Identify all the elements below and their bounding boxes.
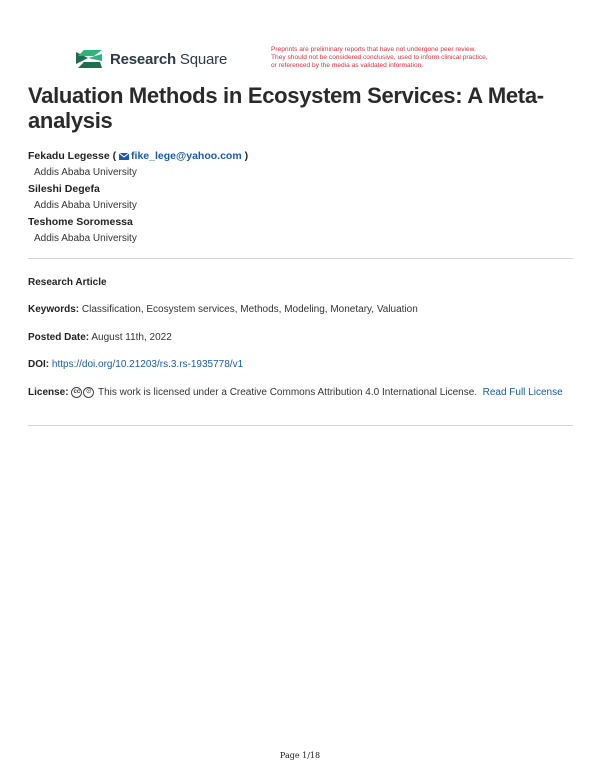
license: License: cc ☉ This work is licensed under a Creative Commons Attribution 4.0 International License. Read Full License	[28, 387, 563, 398]
divider	[28, 425, 573, 426]
author-affiliation: Addis Ababa University	[34, 233, 137, 244]
envelope-icon	[119, 153, 129, 160]
disclaimer-line: They should not be considered conclusive, used to inform clinical practice,	[271, 54, 488, 62]
cc-icon: cc	[71, 387, 82, 398]
author-affiliation: Addis Ababa University	[34, 167, 137, 178]
author-name: Sileshi Degefa	[28, 183, 100, 195]
page-number: Page 1/18	[279, 751, 321, 760]
research-square-logo[interactable]	[74, 48, 227, 70]
research-square-icon	[74, 48, 104, 70]
author-list	[28, 148, 568, 247]
brand-name-square: Square	[179, 50, 228, 68]
preprint-disclaimer	[271, 46, 541, 71]
author-name: Teshome Soromessa	[28, 216, 133, 228]
disclaimer-line: Preprints are preliminary reports that have not undergone peer review.	[271, 46, 476, 53]
keywords: Keywords: Classification, Ecosystem services, Methods, Modeling, Monetary, Valuation	[28, 304, 418, 315]
article-title: Valuation Methods in Ecosystem Services: A Meta-analysis	[28, 83, 544, 133]
divider	[28, 258, 573, 259]
read-full-license-link[interactable]: Read Full License	[482, 387, 563, 398]
cc-by-icon: ☉	[83, 387, 94, 398]
doi: DOI: https://doi.org/10.21203/rs.3.rs-1935778/v1	[28, 359, 244, 370]
author-email-link[interactable]: fike_lege@yahoo.com	[131, 150, 242, 162]
author-affiliation: Addis Ababa University	[34, 200, 137, 211]
author-name: Fekadu Legesse ( fike_lege@yahoo.com )	[28, 150, 249, 162]
posted-date: Posted Date: August 11th, 2022	[28, 332, 172, 343]
article-type: Research Article	[28, 277, 107, 288]
disclaimer-line: or referenced by the media as validated information.	[271, 62, 424, 70]
doi-link[interactable]: https://doi.org/10.21203/rs.3.rs-1935778/v1	[51, 359, 244, 370]
brand-name: Research	[110, 50, 176, 68]
